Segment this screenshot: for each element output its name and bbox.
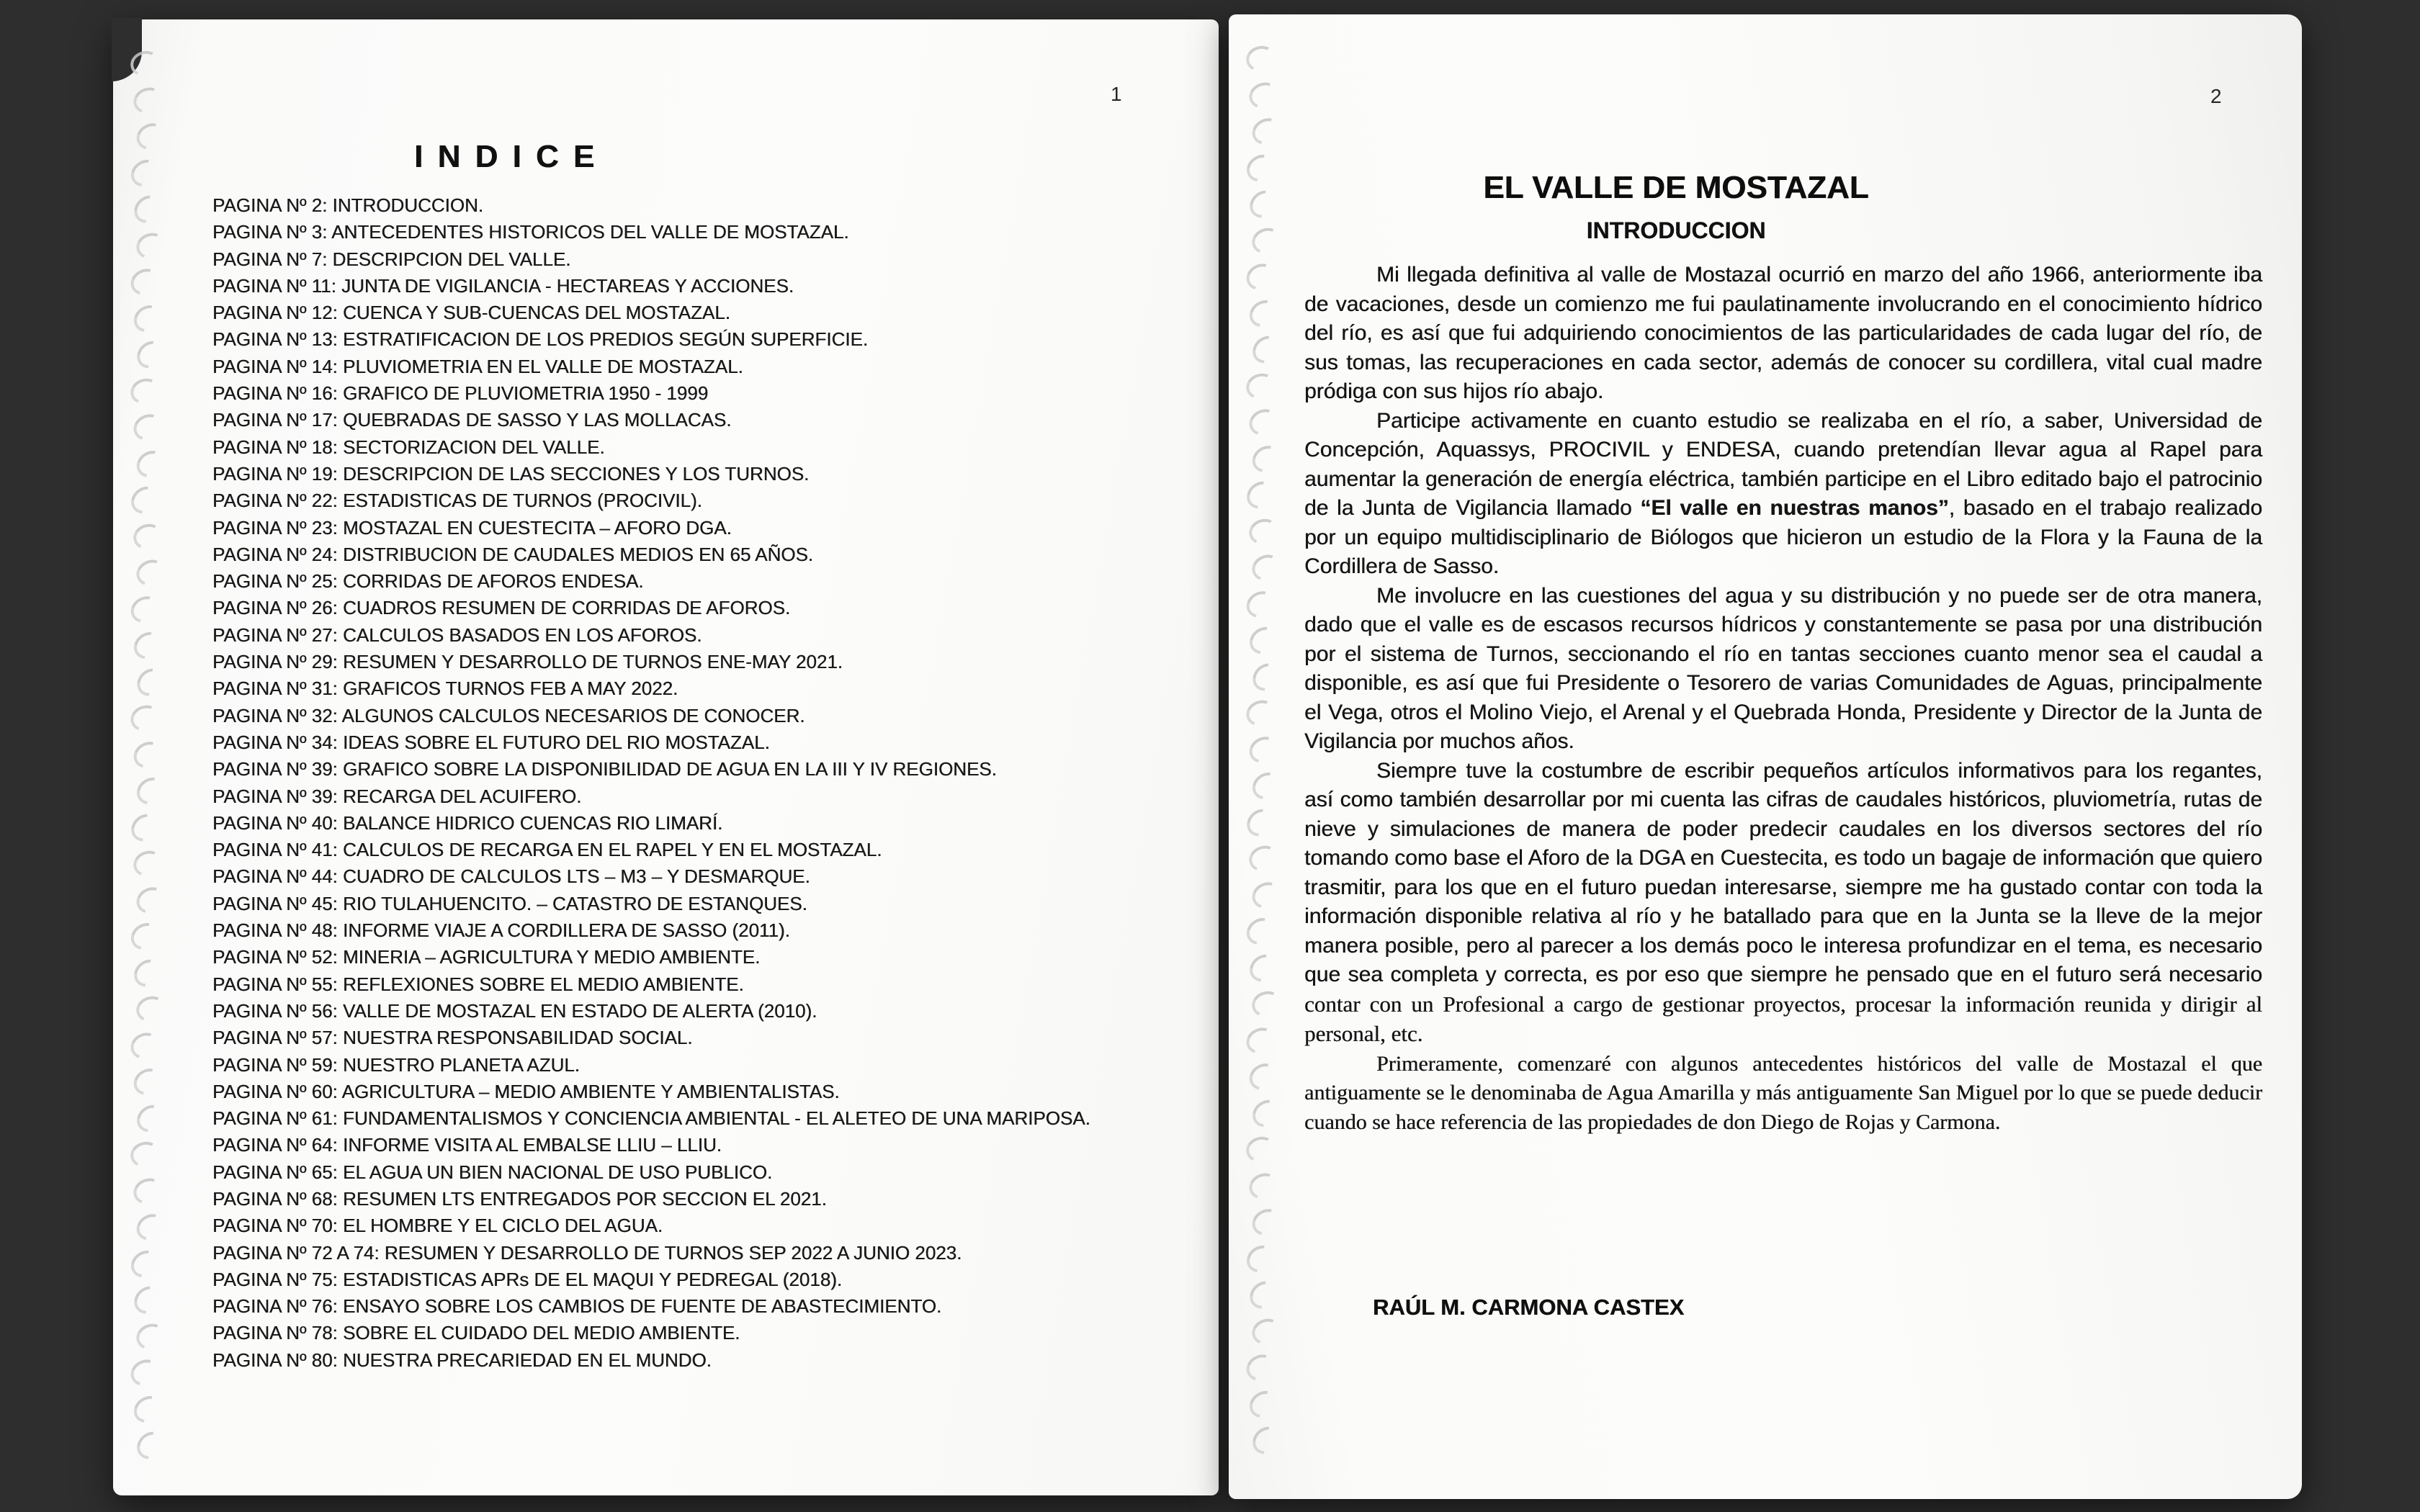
index-title: I N D I C E xyxy=(414,139,598,174)
binding-hole xyxy=(1245,1169,1282,1203)
binding-hole xyxy=(126,808,165,846)
binding-hole xyxy=(130,83,166,117)
index-entry: PAGINA Nº 25: CORRIDAS DE AFOROS ENDESA. xyxy=(212,570,644,593)
binding-hole xyxy=(1242,1350,1279,1386)
binding-hole xyxy=(1247,1421,1286,1459)
index-entry: PAGINA Nº 24: DISTRIBUCION DE CAUDALES MEDIOS EN 65 AÑOS. xyxy=(212,543,814,565)
index-entry: PAGINA Nº 11: JUNTA DE VIGILANCIA - HECTAREAS Y ACCIONES. xyxy=(212,274,794,297)
index-entry: PAGINA Nº 55: REFLEXIONES SOBRE EL MEDIO AMBIENTE. xyxy=(212,973,744,995)
binding-hole xyxy=(1245,842,1281,875)
binding-hole xyxy=(132,1426,171,1464)
index-entry: PAGINA Nº 59: NUESTRO PLANETA AZUL. xyxy=(212,1053,580,1076)
binding-hole xyxy=(132,882,169,917)
index-entry: PAGINA Nº 17: QUEBRADAS DE SASSO Y LAS MOLLACAS. xyxy=(212,409,732,431)
binding-hole xyxy=(130,847,166,880)
index-entry: PAGINA Nº 7: DESCRIPCION DEL VALLE. xyxy=(212,248,571,270)
binding-hole xyxy=(132,1209,170,1245)
binding-hole xyxy=(1242,913,1280,950)
index-list xyxy=(212,192,1206,1374)
paragraph-2-text-post: , basado en el trabajo realizado por un equipo multidisciplinario de Biólogos que hicieron un estudio de la Flora y la Fauna de la Cordillera de Sasso. xyxy=(1304,496,2262,578)
index-entry: PAGINA Nº 80: NUESTRA PRECARIEDAD EN EL MUNDO. xyxy=(212,1349,712,1371)
index-entry: PAGINA Nº 48: INFORME VIAJE A CORDILLERA DE SASSO (2011). xyxy=(212,919,790,942)
index-entry: PAGINA Nº 39: RECARGA DEL ACUIFERO. xyxy=(212,785,582,807)
binding-hole xyxy=(129,1063,167,1100)
binding-hole xyxy=(129,190,168,229)
paragraph-5 xyxy=(1304,1050,2262,1138)
binding-hole xyxy=(130,410,167,445)
paragraph-4-text-sans: Siempre tuve la costumbre de escribir pequeños artículos informativos para los regantes, así como también desarrollar por mi cuenta las cifras de caudales históricos, pluviometría, rutas de nieve y simulaciones de manera de poder predecir caudales en los diversos sectores del río tomando como base el Aforo de la DGA en Cuestecita, es todo un bagaje de información que quiero trasmitir, para los que en el futuro puedan interesarse, siempre me ha gustado contar con toda la información disponible relativa al río y he batallado para que en la Junta se la lleve de la mejor manera posible, pero al parecer a los demás poco le interesa profundizar en el tema, es necesario que sea completa y correcta, es por eso que siempre he pensado que en el futuro será necesario xyxy=(1304,758,2262,986)
document-title: EL VALLE DE MOSTAZAL xyxy=(1483,170,1869,205)
binding-hole xyxy=(1243,42,1278,74)
binding-hole xyxy=(1247,1204,1286,1240)
index-entry: PAGINA Nº 3: ANTECEDENTES HISTORICOS DEL VALLE DE MOSTAZAL. xyxy=(212,221,849,243)
binding-hole xyxy=(126,1245,165,1282)
binding-hole xyxy=(127,374,163,408)
author-signature: RAÚL M. CARMONA CASTEX xyxy=(1373,1295,1685,1320)
index-entry: PAGINA Nº 65: EL AGUA UN BIEN NACIONAL DE USO PUBLICO. xyxy=(212,1161,773,1183)
paragraph-2 xyxy=(1304,407,2262,582)
binding-hole xyxy=(130,1174,166,1208)
binding-hole xyxy=(132,445,170,482)
binding-hole xyxy=(129,300,168,337)
binding-hole xyxy=(1243,1133,1278,1165)
page-number-left: 1 xyxy=(1111,83,1122,105)
binding-hole xyxy=(129,737,167,773)
index-entry: PAGINA Nº 2: INTRODUCCION. xyxy=(212,194,483,216)
index-entry: PAGINA Nº 52: MINERIA – AGRICULTURA Y MEDIO AMBIENTE. xyxy=(212,946,761,968)
index-entry: PAGINA Nº 27: CALCULOS BASADOS EN LOS AFOROS. xyxy=(212,624,702,646)
binding-hole xyxy=(126,1355,163,1391)
index-entry: PAGINA Nº 61: FUNDAMENTALISMOS Y CONCIENCIA AMBIENTAL - EL ALETEO DE UNA MARIPOSA. xyxy=(212,1107,1090,1130)
index-entry: PAGINA Nº 72 A 74: RESUMEN Y DESARROLLO DE TURNOS SEP 2022 A JUNIO 2023. xyxy=(212,1241,962,1264)
binding-hole xyxy=(1243,369,1279,402)
index-entry: PAGINA Nº 29: RESUMEN Y DESARROLLO DE TURNOS ENE-MAY 2021. xyxy=(212,651,843,673)
index-entry: PAGINA Nº 18: SECTORIZACION DEL VALLE. xyxy=(212,436,605,458)
binding-hole xyxy=(1247,877,1285,912)
index-entry: PAGINA Nº 16: GRAFICO DE PLUVIOMETRIA 1950 - 1999 xyxy=(212,382,709,405)
binding-hole xyxy=(1245,294,1283,332)
binding-hole xyxy=(1242,803,1281,841)
index-entry: PAGINA Nº 57: NUESTRA RESPONSABILIDAD SOCIAL. xyxy=(212,1027,693,1049)
binding-hole xyxy=(1245,1276,1283,1315)
binding-hole xyxy=(1242,696,1279,730)
binding-hole xyxy=(1248,1315,1284,1349)
index-entry: PAGINA Nº 56: VALLE DE MOSTAZAL EN ESTADO DE ALERTA (2010). xyxy=(212,999,817,1022)
index-entry: PAGINA Nº 60: AGRICULTURA – MEDIO AMBIENTE Y AMBIENTALISTAS. xyxy=(212,1080,840,1102)
binding-hole xyxy=(1245,732,1283,768)
page-number-right: 2 xyxy=(2210,85,2222,107)
binding-hole xyxy=(132,118,170,154)
binding-hole xyxy=(133,229,169,263)
binding-hole xyxy=(133,555,169,590)
index-entry: PAGINA Nº 12: CUENCA Y SUB-CUENCAS DEL MOSTAZAL. xyxy=(212,302,730,324)
binding-hole xyxy=(1242,476,1281,514)
document-body xyxy=(1304,261,2262,1137)
binding-hole xyxy=(1242,1023,1280,1058)
binding-hole xyxy=(1242,586,1280,623)
binding-hole xyxy=(133,1320,169,1354)
binding-hole xyxy=(1247,767,1286,804)
binding-hole xyxy=(1245,948,1283,986)
binding-hole xyxy=(1246,516,1281,548)
binding-hole xyxy=(126,918,164,955)
binding-hole xyxy=(129,953,168,991)
binding-hole xyxy=(1245,1385,1283,1423)
index-entry: PAGINA Nº 68: RESUMEN LTS ENTREGADOS POR SECCION EL 2021. xyxy=(212,1187,827,1210)
index-entry: PAGINA Nº 23: MOSTAZAL EN CUESTECITA – AFORO DGA. xyxy=(212,516,732,539)
index-entry: PAGINA Nº 64: INFORME VISITA AL EMBALSE LLIU – LLIU. xyxy=(212,1134,722,1156)
binding-hole xyxy=(132,336,171,374)
binding-hole xyxy=(132,662,171,701)
index-entry: PAGINA Nº 44: CUADRO DE CALCULOS LTS – M3 – Y DESMARQUE. xyxy=(212,865,810,888)
binding-hole xyxy=(1245,621,1283,660)
paragraph-1-text: Mi llegada definitiva al valle de Mostazal ocurrió en marzo del año 1966, anteriormente iba de vacaciones, desde un comienzo me fui paulatinamente involucrando en el conocimiento hídrico del río, es así que fui adquiriendo conocimientos de las particularidades de cada lugar del río, de sus tomas, las recuperaciones en cada sector, además de conocer su cordillera, vital cual madre pródiga con sus hijos río abajo. xyxy=(1304,263,2262,403)
binding-hole xyxy=(127,1138,163,1170)
binding-hole xyxy=(127,48,163,79)
index-entry: PAGINA Nº 40: BALANCE HIDRICO CUENCAS RIO LIMARÍ. xyxy=(212,811,723,834)
binding-hole xyxy=(126,154,165,192)
binding-hole xyxy=(1247,1094,1286,1133)
binding-hole xyxy=(129,1390,168,1428)
binding-hole xyxy=(129,626,168,665)
binding-hole xyxy=(127,1028,164,1063)
paragraph-4-text-serif: contar con un Profesional a cargo de gestionar proyectos, procesar la información reunida y dirigir al personal, etc. xyxy=(1304,991,2262,1046)
index-entry: PAGINA Nº 76: ENSAYO SOBRE LOS CAMBIOS DE FUENTE DE ABASTECIMIENTO. xyxy=(212,1295,942,1318)
binding-hole xyxy=(129,1281,168,1320)
binding-hole xyxy=(126,264,163,300)
index-entry: PAGINA Nº 26: CUADROS RESUMEN DE CORRIDAS DE AFOROS. xyxy=(212,597,791,619)
spiral-binding-holes-right xyxy=(1246,46,1296,1472)
index-entry: PAGINA Nº 14: PLUVIOMETRIA EN EL VALLE DE MOSTAZAL. xyxy=(212,355,743,377)
binding-hole xyxy=(1247,330,1286,369)
index-entry: PAGINA Nº 19: DESCRIPCION DE LAS SECCIONES Y LOS TURNOS. xyxy=(212,462,810,485)
binding-hole xyxy=(130,521,166,553)
binding-hole xyxy=(1248,550,1285,585)
index-entry: PAGINA Nº 32: ALGUNOS CALCULOS NECESARIOS DE CONOCER. xyxy=(212,704,805,726)
paragraph-2-text-pre: Participe activamente en cuanto estudio se realizaba en el río, a saber, Universidad de Concepción, Aquassys, PROCIVIL y ENDESA, cuando pretendían llevar agua al Rapel para aumentar la generación de energía eléctrica, también participe en el Libro editado bajo el patrocinio de la Junta de Vigilancia llamado xyxy=(1304,408,2262,520)
binding-hole xyxy=(1242,259,1279,295)
binding-hole xyxy=(132,1099,171,1138)
paragraph-5-text: Primeramente, comenzaré con algunos antecedentes históricos del valle de Mostazal el que antiguamente se le denominaba de Agua Amarilla y más antiguamente San Miguel por lo que se puede deducir cuando se hace referencia de las propiedades de don Diego de Rojas y Carmona. xyxy=(1304,1051,2262,1134)
binding-hole xyxy=(1245,405,1283,440)
index-entry: PAGINA Nº 75: ESTADISTICAS APRs DE EL MAQUI Y PEDREGAL (2018). xyxy=(212,1268,843,1290)
index-entry: PAGINA Nº 31: GRAFICOS TURNOS FEB A MAY 2022. xyxy=(212,678,678,700)
binding-hole xyxy=(133,993,169,1025)
binding-hole xyxy=(1247,440,1286,477)
binding-hole xyxy=(132,772,171,809)
index-entry: PAGINA Nº 13: ESTRATIFICACION DE LOS PREDIOS SEGÚN SUPERFICIE. xyxy=(212,328,869,351)
binding-hole xyxy=(1245,78,1282,112)
document-subtitle: INTRODUCCION xyxy=(1586,217,1766,243)
binding-hole xyxy=(127,701,163,735)
page-right-introduction xyxy=(1229,14,2302,1499)
page-left-index xyxy=(113,19,1219,1495)
binding-hole xyxy=(1249,988,1284,1020)
paragraph-3-text: Me involucre en las cuestiones del agua y su distribución y no puede ser de otra manera, dado que el valle es de escasos recursos hídricos y constantemente se pasa por una distribución por el sistema de Turnos, seccionando el río en tantas secciones cuanto menor sea el caudal a disponible, es así que fui Presidente o Tesorero de varias Comunidades de Aguas, principalmente el Vega, otros el Molino Viejo, el Arenal y el Quebrada Honda, Presidente y Director de la Junta de Vigilancia por muchos años. xyxy=(1304,583,2262,753)
index-entry: PAGINA Nº 78: SOBRE EL CUIDADO DEL MEDIO AMBIENTE. xyxy=(212,1322,740,1344)
binding-hole xyxy=(1245,1058,1283,1095)
index-entry: PAGINA Nº 70: EL HOMBRE Y EL CICLO DEL AGUA. xyxy=(212,1215,663,1237)
paragraph-3 xyxy=(1304,582,2262,757)
paragraph-4 xyxy=(1304,757,2262,1050)
index-entry: PAGINA Nº 22: ESTADISTICAS DE TURNOS (PROCIVIL). xyxy=(212,490,702,512)
binding-hole xyxy=(126,591,164,628)
binding-hole xyxy=(126,481,165,519)
binding-hole xyxy=(1247,113,1286,149)
binding-hole xyxy=(1247,657,1286,696)
index-entry: PAGINA Nº 34: IDEAS SOBRE EL FUTURO DEL RIO MOSTAZAL. xyxy=(212,731,770,753)
spiral-binding-holes-left xyxy=(130,51,181,1477)
paragraph-1 xyxy=(1304,261,2262,407)
index-entry: PAGINA Nº 41: CALCULOS DE RECARGA EN EL RAPEL Y EN EL MOSTAZAL. xyxy=(212,839,882,861)
book-title-bold: “El valle en nuestras manos” xyxy=(1640,496,1949,520)
index-entry: PAGINA Nº 45: RIO TULAHUENCITO. – CATASTRO DE ESTANQUES. xyxy=(212,892,807,914)
binding-hole xyxy=(1242,1240,1281,1277)
index-entry: PAGINA Nº 39: GRAFICO SOBRE LA DISPONIBILIDAD DE AGUA EN LA III Y IV REGIONES. xyxy=(212,758,997,780)
